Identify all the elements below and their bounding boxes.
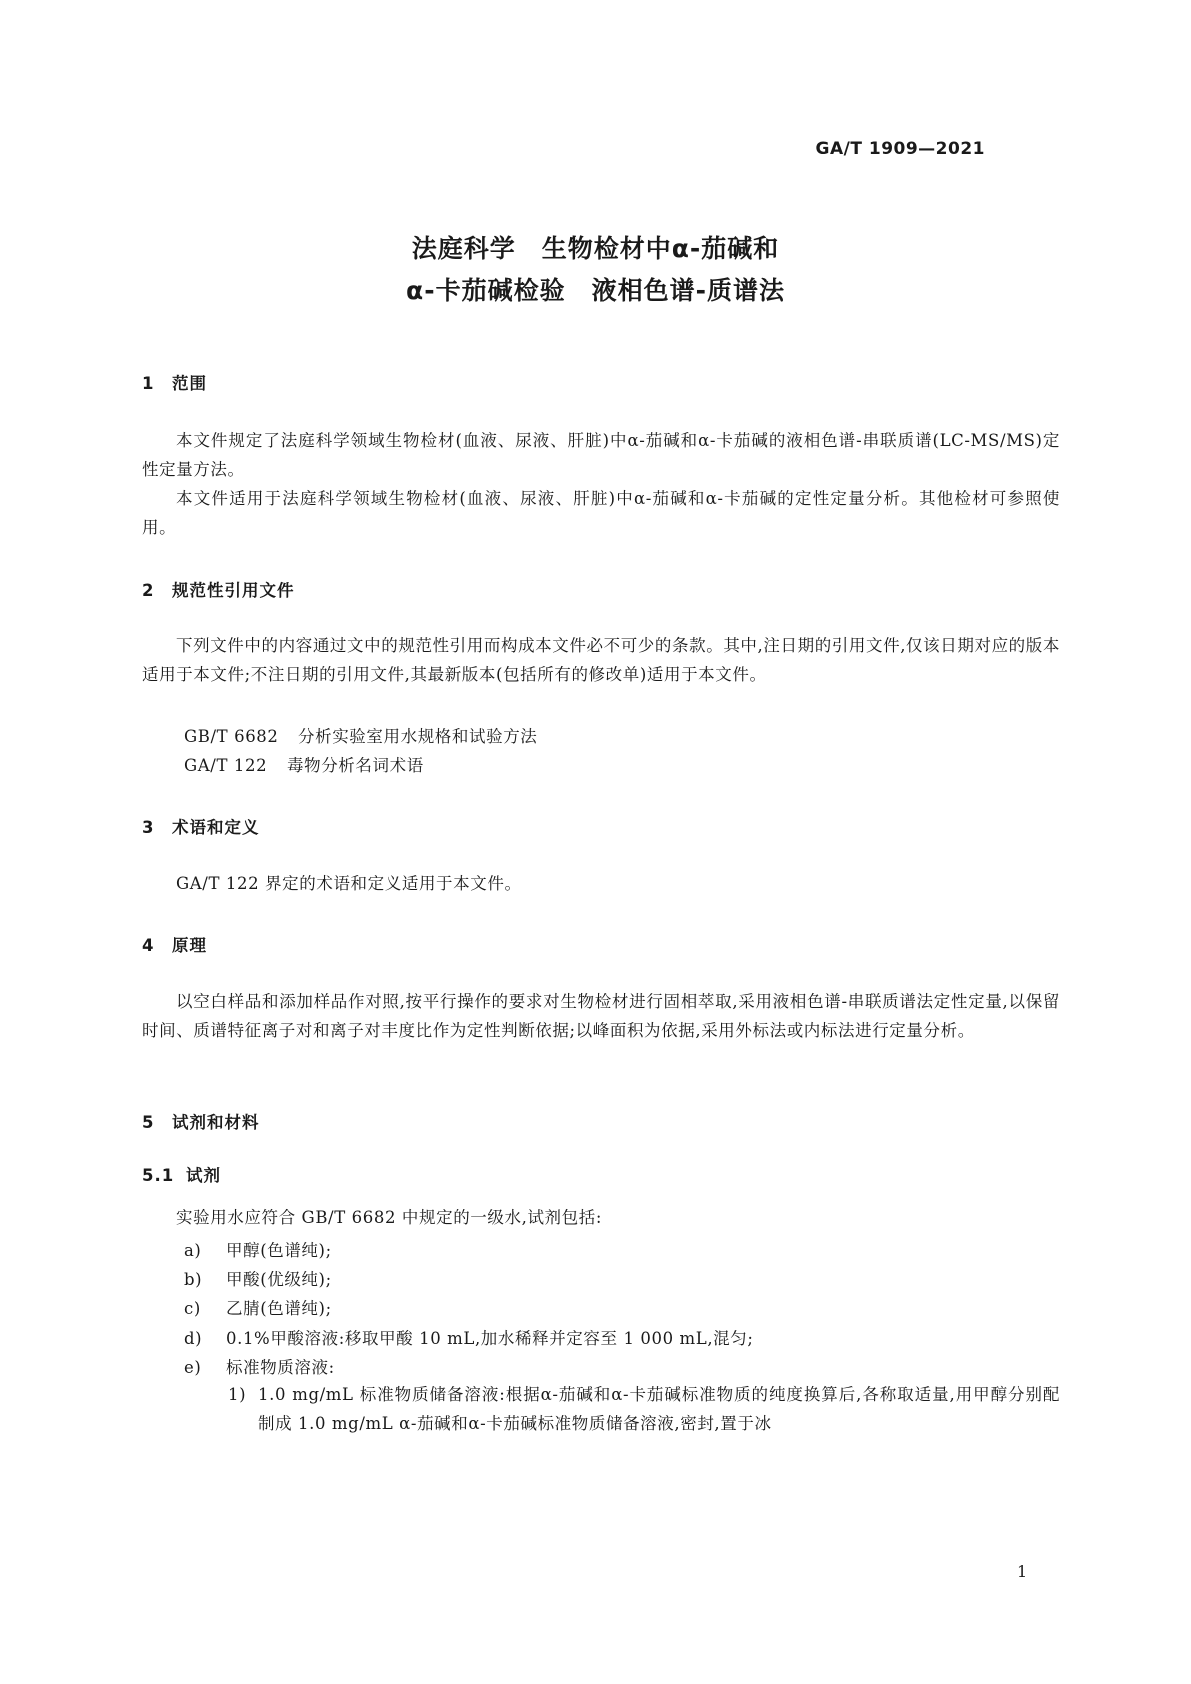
section-title: 规范性引用文件 xyxy=(172,581,295,600)
list-item-text: 标准物质溶液: xyxy=(226,1358,335,1377)
section-1-heading xyxy=(142,370,207,394)
reference-title: 毒物分析名词术语 xyxy=(287,756,424,775)
list-item xyxy=(184,1266,332,1290)
section-title: 原理 xyxy=(172,936,207,955)
list-item xyxy=(184,1295,332,1319)
page-number: 1 xyxy=(1017,1562,1028,1581)
reference-title: 分析实验室用水规格和试验方法 xyxy=(298,727,538,746)
section-title: 试剂和材料 xyxy=(172,1113,260,1132)
list-item-text: 甲酸(优级纯); xyxy=(226,1270,332,1289)
paragraph: 实验用水应符合 GB/T 6682 中规定的一级水,试剂包括: xyxy=(176,1208,602,1227)
section-3-body xyxy=(142,869,1060,898)
section-number: 3 xyxy=(142,818,155,837)
section-1-body xyxy=(142,426,1060,542)
paragraph: 本文件规定了法庭科学领域生物检材(血液、尿液、肝脏)中α-茄碱和α-卡茄碱的液相色谱-串联质谱(LC-MS/MS)定性定量方法。 xyxy=(142,431,1060,479)
paragraph: GA/T 122 界定的术语和定义适用于本文件。 xyxy=(176,874,522,893)
section-number: 5 xyxy=(142,1113,155,1132)
list-item-label: c) xyxy=(184,1299,201,1318)
paragraph: 本文件适用于法庭科学领域生物检材(血液、尿液、肝脏)中α-茄碱和α-卡茄碱的定性定量分析。其他检材可参照使用。 xyxy=(142,489,1060,537)
section-number: 5.1 xyxy=(142,1166,175,1185)
document-number: GA/T 1909—2021 xyxy=(815,139,985,159)
section-title: 范围 xyxy=(172,374,207,393)
list-item-label: b) xyxy=(184,1270,203,1289)
section-title: 试剂 xyxy=(186,1166,221,1185)
section-5-heading xyxy=(142,1109,260,1133)
section-5-1-intro xyxy=(142,1203,1060,1232)
list-item-label: a) xyxy=(184,1241,202,1260)
sub-list-item-label: 1) xyxy=(228,1385,247,1404)
list-item-text: 甲醇(色谱纯); xyxy=(226,1241,332,1260)
list-item-text: 乙腈(色谱纯); xyxy=(226,1299,332,1318)
reference-code: GA/T 122 xyxy=(184,756,268,775)
normative-reference xyxy=(184,723,537,747)
section-title: 术语和定义 xyxy=(172,818,260,837)
section-4-body xyxy=(142,987,1060,1045)
list-item xyxy=(184,1325,754,1349)
paragraph: 以空白样品和添加样品作对照,按平行操作的要求对生物检材进行固相萃取,采用液相色谱-串联质谱法定性定量,以保留时间、质谱特征离子对和离子对丰度比作为定性判断依据;以峰面积为依据,采用外标法或内标法进行定量分析。 xyxy=(142,992,1060,1040)
sub-list-item xyxy=(228,1380,1060,1438)
section-5-1-heading xyxy=(142,1162,221,1186)
section-number: 2 xyxy=(142,581,155,600)
list-item-label: d) xyxy=(184,1329,203,1348)
section-4-heading xyxy=(142,932,207,956)
section-3-heading xyxy=(142,814,260,838)
list-item xyxy=(184,1237,332,1261)
list-item-text: 0.1%甲酸溶液:移取甲酸 10 mL,加水稀释并定容至 1 000 mL,混匀; xyxy=(226,1329,754,1348)
paragraph: 下列文件中的内容通过文中的规范性引用而构成本文件必不可少的条款。其中,注日期的引用文件,仅该日期对应的版本适用于本文件;不注日期的引用文件,其最新版本(包括所有的修改单)适用于本文件。 xyxy=(142,636,1060,684)
normative-reference xyxy=(184,752,424,776)
section-2-body xyxy=(142,631,1060,689)
section-number: 1 xyxy=(142,374,155,393)
title-line-2: α-卡茄碱检验 液相色谱-质谱法 xyxy=(406,276,785,305)
section-number: 4 xyxy=(142,936,155,955)
title-line-1: 法庭科学 生物检材中α-茄碱和 xyxy=(411,234,780,263)
list-item xyxy=(184,1354,335,1378)
sub-list-item-text: 1.0 mg/mL 标准物质储备溶液:根据α-茄碱和α-卡茄碱标准物质的纯度换算后,各称取适量,用甲醇分别配制成 1.0 mg/mL α-茄碱和α-卡茄碱标准物质储备溶液,密封,置于冰 xyxy=(258,1385,1060,1433)
list-item-label: e) xyxy=(184,1358,202,1377)
reference-code: GB/T 6682 xyxy=(184,727,279,746)
section-2-heading xyxy=(142,577,295,601)
